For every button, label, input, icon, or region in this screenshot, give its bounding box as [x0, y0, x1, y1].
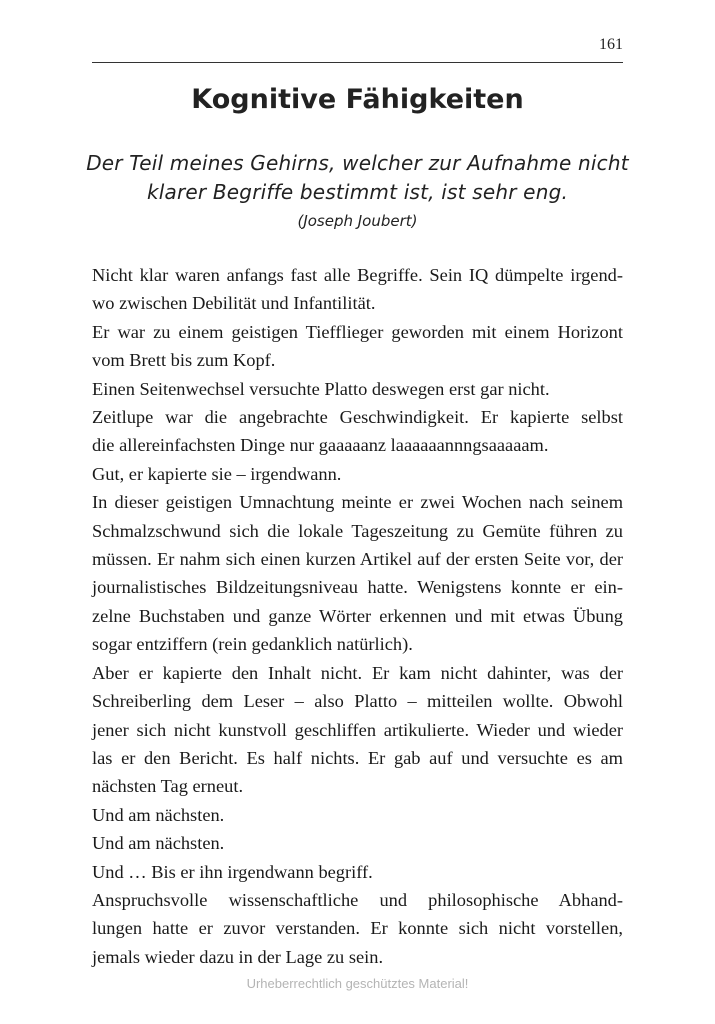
text-line: Zeitlupe war die angebrachte Geschwindigkeit. Er kapierte selbst — [92, 407, 623, 428]
page-number: 161 — [599, 36, 623, 53]
text-line: jemals wieder dazu in der Lage zu sein. — [92, 946, 384, 967]
text-line: Und … Bis er ihn irgendwann begriff. — [92, 861, 373, 882]
text-line: nächsten Tag erneut. — [92, 776, 244, 797]
header-rule — [92, 62, 623, 63]
epigraph-line: klarer Begriffe bestimmt ist, ist sehr eng. — [146, 180, 569, 204]
text-line: In dieser geistigen Umnachtung meinte er zwei Wochen nach seinem — [92, 492, 623, 513]
text-line: Gut, er kapierte sie – irgendwann. — [92, 463, 342, 484]
text-line: sogar entziffern (rein gedanklich natürlich). — [92, 634, 413, 655]
text-line: las er den Bericht. Es half nichts. Er gab auf und versuchte es am — [92, 747, 623, 768]
text-line: Er war zu einem geistigen Tiefflieger geworden mit einem Horizont — [92, 321, 623, 342]
text-line: Aber er kapierte den Inhalt nicht. Er kam nicht dahinter, was der — [92, 662, 623, 683]
text-line: vom Brett bis zum Kopf. — [92, 350, 276, 371]
epigraph-line: Der Teil meines Gehirns, welcher zur Aufnahme nicht — [86, 151, 629, 175]
text-line: Einen Seitenwechsel versuchte Platto deswegen erst gar nicht. — [92, 378, 550, 399]
text-line: Nicht klar waren anfangs fast alle Begriffe. Sein IQ dümpelte irgend- — [92, 265, 623, 285]
text-line: Und am nächsten. — [92, 804, 225, 825]
text-line: die allereinfachsten Dinge nur gaaaaanz laaaaaannngsaaaaam. — [92, 435, 549, 456]
text-line: lungen hatte er zuvor verstanden. Er konnte sich nicht vorstellen, — [92, 918, 623, 939]
text-line: zelne Buchstaben und ganze Wörter erkennen und mit etwas Übung — [92, 605, 623, 626]
text-line: Schreiberling dem Leser – also Platto – mitteilen wollte. Obwohl — [92, 691, 623, 712]
text-line: journalistisches Bildzeitungsniveau hatte. Wenigstens konnte er ein- — [92, 577, 623, 598]
epigraph-author: (Joseph Joubert) — [297, 212, 418, 230]
text-line: wo zwischen Debilität und Infantilität. — [92, 293, 376, 314]
text-line: Schmalzschwund sich die lokale Tageszeitung zu Gemüte führen zu — [92, 520, 623, 541]
body-text — [92, 261, 623, 971]
text-line: Anspruchsvolle wissenschaftliche und philosophische Abhand- — [92, 889, 623, 910]
text-line: müssen. Er nahm sich einen kurzen Artikel auf der ersten Seite vor, der — [92, 549, 623, 570]
copyright-watermark: Urheberrechtlich geschütztes Material! — [246, 976, 469, 991]
epigraph — [0, 149, 715, 235]
text-line: Und am nächsten. — [92, 833, 225, 854]
chapter-title: Kognitive Fähigkeiten — [191, 84, 524, 115]
text-line: jener sich nicht kunstvoll geschliffen artikulierte. Wieder und wieder — [92, 719, 623, 740]
